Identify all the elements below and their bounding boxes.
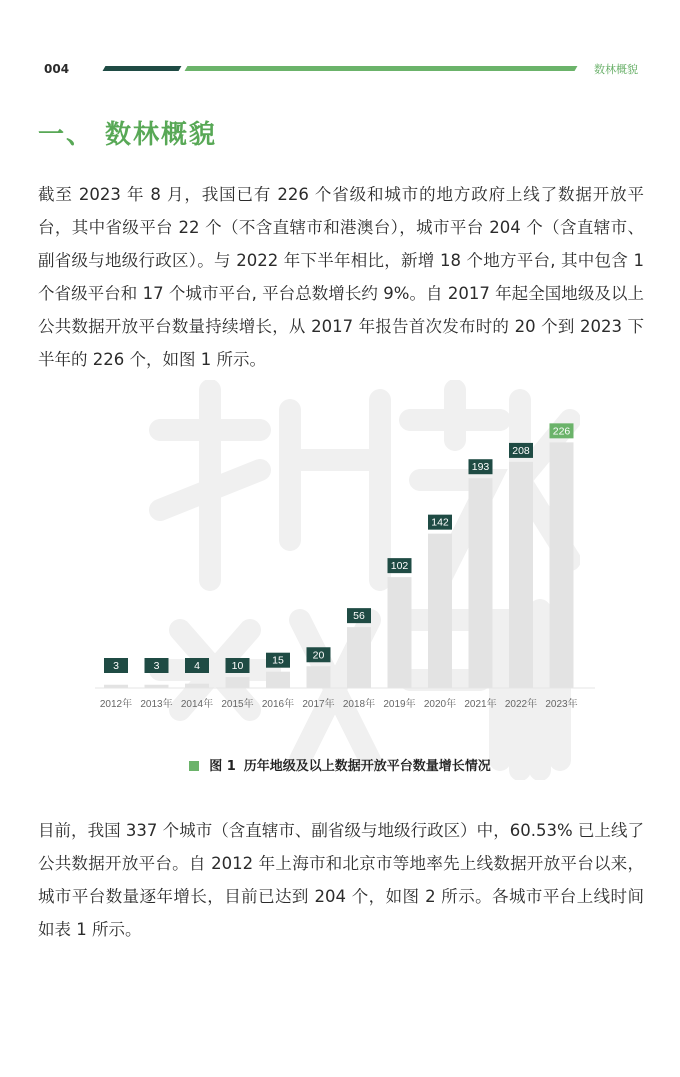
section-heading: 一、 数林概貌 xyxy=(38,120,218,150)
chart-bar-2014年 xyxy=(185,684,209,688)
chart-x-tick-label: 2018年 xyxy=(342,699,376,710)
chart-bar-2019年 xyxy=(388,577,412,688)
cities-paragraph: 目前，我国 337 个城市（含直辖市、副省级与地级行政区）中，60.53% 已上线了公共数据开放平台。自 2012 年上海市和北京市等地率先上线数据开放平台以来，城市平台数量逐年增长，目前已达到 204 个，如图 2 所示。各城市平台上线时间如表 1 所示。 xyxy=(38,821,644,939)
chart-x-tick-label: 2017年 xyxy=(302,699,335,710)
chart-x-tick-labels xyxy=(100,697,578,710)
figure-caption xyxy=(0,755,680,774)
chart-x-tick-label: 2014年 xyxy=(180,699,214,710)
chart-x-tick-label: 2015年 xyxy=(221,699,254,710)
intro-paragraph: 截至 2023 年 8 月，我国已有 226 个省级和城市的地方政府上线了数据开放平台，其中省级平台 22 个（不含直辖市和港澳台），城市平台 204 个（含直辖市、副省级与地级行政区）。与 2022 年下半年相比，新增 18 个地方平台, 其中包含 1 个省级平台和 17 个城市平台, 平台总数增长约 9%。自 2017 年起全国地级及以上公共数据开放平台数量持续增长，从 2017 年报告首次发布时的 20 个到 2023 下半年的 226 个，如图 1 所示。 xyxy=(38,185,644,369)
chart-x-tick-label: 2021年 xyxy=(464,699,497,710)
figure-caption-text: 历年地级及以上数据开放平台数量增长情况 xyxy=(243,759,491,774)
chart-bar-2016年 xyxy=(266,672,290,688)
chart-x-tick-label: 2020年 xyxy=(423,699,457,710)
chart-x-tick-label: 2016年 xyxy=(261,699,295,710)
chart-x-tick-label: 2022年 xyxy=(504,699,538,710)
chart-value-label: 20 xyxy=(312,649,325,662)
chart-value-label: 226 xyxy=(552,425,571,438)
chart-value-labels xyxy=(104,423,574,673)
chart-value-label: 3 xyxy=(153,660,160,672)
chart-bar-2023年 xyxy=(550,442,574,688)
chart-bar-2015年 xyxy=(226,677,250,688)
chart-bar-2022年 xyxy=(509,462,533,688)
chart-x-tick-label: 2023年 xyxy=(545,699,578,710)
chart-bars xyxy=(104,442,574,688)
bar-chart xyxy=(90,385,610,725)
chart-value-label: 3 xyxy=(113,660,119,672)
chart-x-tick-label: 2019年 xyxy=(383,699,416,710)
figure-number: 图 1 xyxy=(209,759,236,774)
chart-value-label: 56 xyxy=(353,610,365,623)
header-bar-dark xyxy=(103,66,182,71)
chart-bar-2018年 xyxy=(347,627,371,688)
chart-value-label: 10 xyxy=(231,660,244,672)
figure-marker-icon xyxy=(189,761,199,771)
chart-value-label: 102 xyxy=(390,560,409,573)
chart-bar-2020年 xyxy=(428,534,452,688)
chart-value-label: 142 xyxy=(431,516,449,529)
page-number: 004 xyxy=(44,62,70,76)
chart-x-tick-label: 2012年 xyxy=(99,699,133,710)
chart-x-tick-label: 2013年 xyxy=(140,699,173,710)
header-bar-green xyxy=(185,66,578,71)
chart-bar-2017年 xyxy=(307,666,331,688)
chart-value-label: 15 xyxy=(272,654,284,667)
chart-value-label: 208 xyxy=(512,444,530,457)
chart-bar-2021年 xyxy=(469,478,493,688)
section-tag: 数林概貌 xyxy=(594,63,638,76)
chart-value-label: 193 xyxy=(471,461,490,474)
chart-value-label: 4 xyxy=(194,660,200,672)
